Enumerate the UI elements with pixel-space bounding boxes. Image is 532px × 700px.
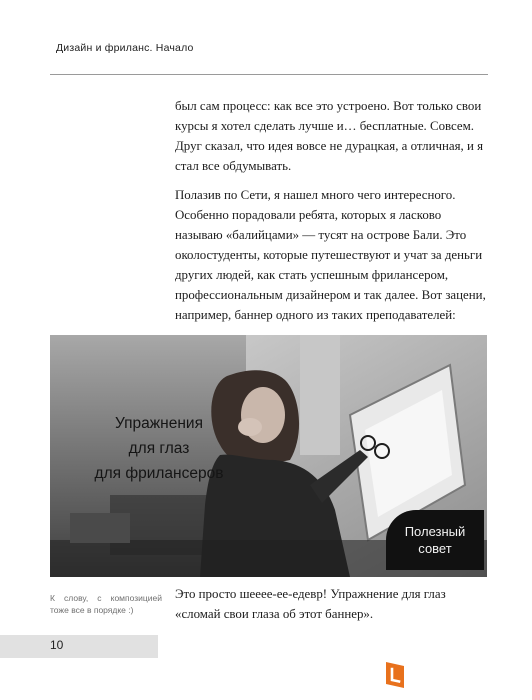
banner-title xyxy=(50,411,268,486)
paragraph-2 xyxy=(175,185,489,325)
useful-tip-badge xyxy=(386,510,484,570)
side-caption: К слову, с композицией тоже все в порядке :) xyxy=(50,593,162,615)
page-number-tab xyxy=(0,635,158,658)
badge-line-1: Полезный xyxy=(404,524,466,539)
paragraph-3-text: Это просто шееее-ее-едевр! Упражнение для глаз «сломай свои глаза об этот баннер». xyxy=(175,587,446,621)
paragraph-2-text: Полазив по Сети, я нашел много чего интересного. Особенно порадовали ребята, которых я ласково называю «балийцами» — тусят на острове Бали. Это околостуденты, которые путешествуют и учат за деньги других людей, как стать успешным фрилансером, профессиональным дизайнером и так далее. Вот зацени, например, баннер одного из таких преподавателей: xyxy=(175,188,486,322)
running-title: Дизайн и фриланс. Начало xyxy=(56,42,194,54)
paragraph-1-text: был сам процесс: как все это устроено. Вот только свои курсы я хотел сделать лучше и… бесплатные. Совсем. Друг сказал, что идея вовсе не дурацкая, а отличная, и я стал все обдумывать. xyxy=(175,99,484,173)
header-divider xyxy=(50,74,488,75)
paragraph-1 xyxy=(175,96,489,176)
banner-title-line-3: для фрилансеров xyxy=(94,465,224,482)
banner-title-line-1: Упражнения xyxy=(115,415,203,432)
banner-title-line-2: для глаз xyxy=(128,440,190,457)
page-number: 10 xyxy=(50,638,64,652)
litres-logo-icon xyxy=(384,661,406,689)
badge-label xyxy=(386,523,484,557)
paragraph-3 xyxy=(175,584,489,624)
badge-line-2: совет xyxy=(418,541,452,556)
